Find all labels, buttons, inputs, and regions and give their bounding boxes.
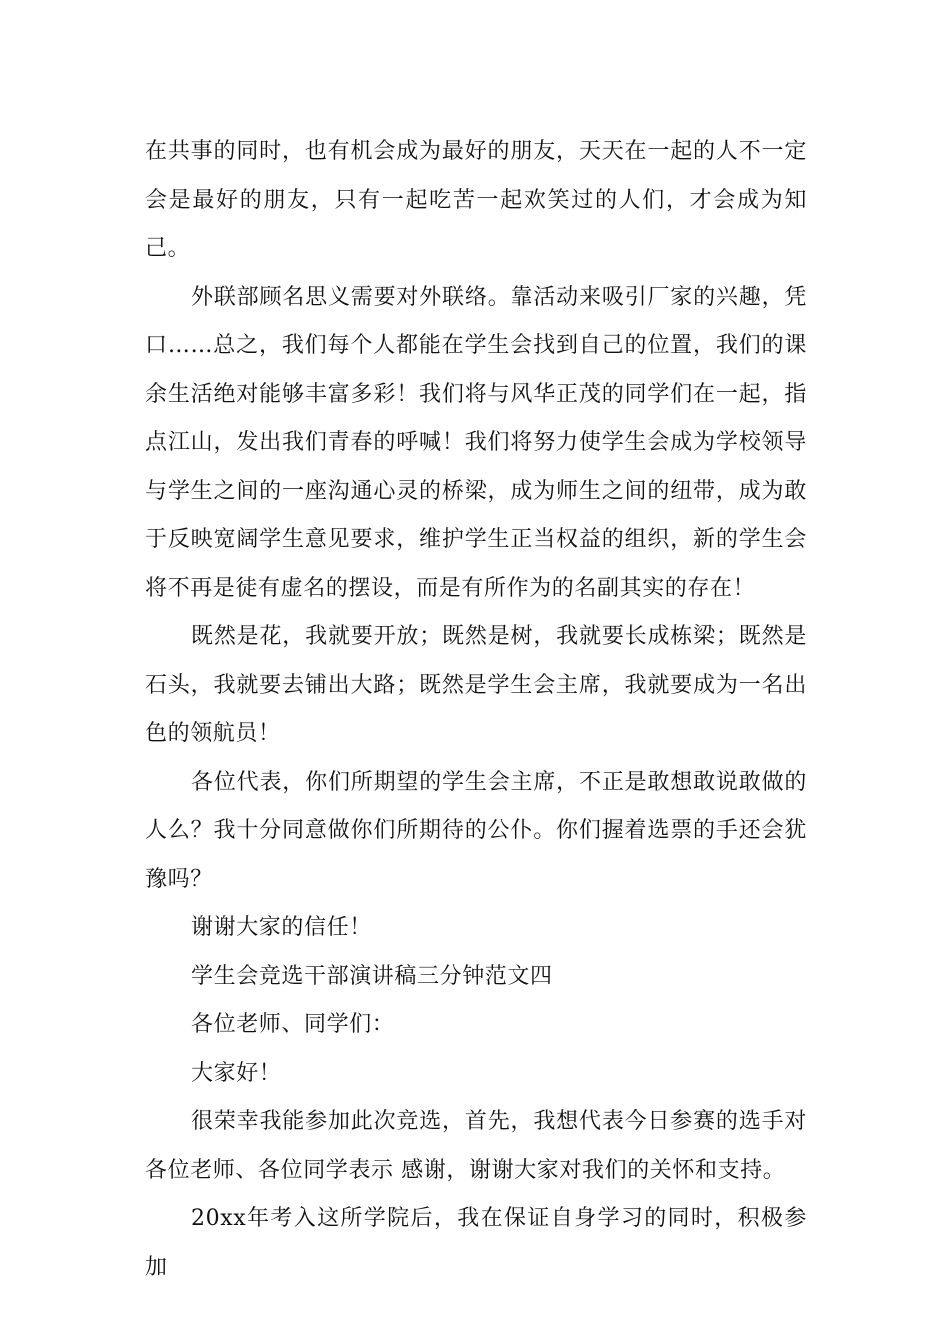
paragraph-10: 20xx年考入这所学院后，我在保证自身学习的同时，积极参加: [145, 1206, 807, 1280]
greeting: 大家好！: [191, 1060, 282, 1086]
paragraph-2: 外联部顾名思义需要对外联络。靠活动来吸引厂家的兴趣，凭口……总之，我们每个人都能在学生会找到自己的位置，我们的课余生活绝对能够丰富多彩！我们将与风华正茂的同学们在一起，指点江山，发出我们青春的呼喊！我们将努力使学生会成为学校领导与学生之间的一座沟通心灵的桥梁，成为师生之间的纽带，成为敢于反映宽阔学生意见要求，维护学生正当权益的组织，新的学生会将不再是徒有虚名的摆设，而是有所作为的名副其实的存在！: [145, 284, 807, 601]
salutation: 各位老师、同学们：: [191, 1012, 395, 1037]
paragraph-3: 既然是花，我就要开放；既然是树，我就要长成栋梁；既然是石头，我就要去铺出大路；既然是学生会主席，我就要成为一名出色的领航员！: [145, 624, 807, 746]
document-body: [145, 128, 807, 1292]
paragraph-4: 各位代表，你们所期望的学生会主席，不正是敢想敢说敢做的人么？我十分同意做你们所期待的公仆。你们握着选票的手还会犹豫吗？: [145, 769, 807, 892]
section-title: 学生会竞选干部演讲稿三分钟范文四: [191, 963, 553, 989]
paragraph-5: 谢谢大家的信任！: [191, 915, 372, 940]
paragraph-9: 很荣幸我能参加此次竞选，首先，我想代表今日参赛的选手对各位老师、各位同学表示 感谢，谢谢大家对我们的关怀和支持。: [145, 1109, 807, 1183]
paragraph-1: 在共事的同时，也有机会成为最好的朋友，天天在一起的人不一定会是最好的朋友，只有一起吃苦一起欢笑过的人们，才会成为知己。: [145, 139, 807, 261]
